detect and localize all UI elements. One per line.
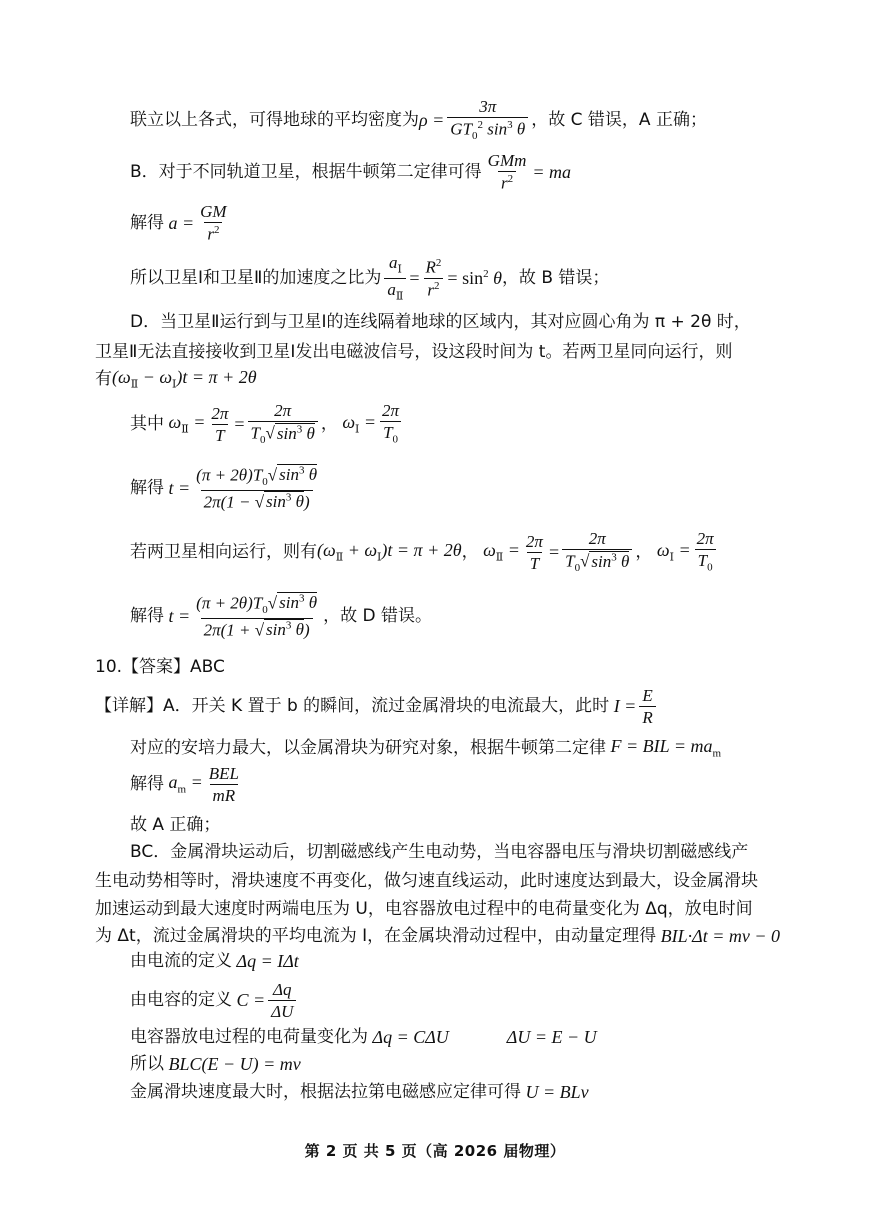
formula-gm-r2: $\frac{GM}{r^2}$ [200, 202, 227, 244]
formula-momentum: BIL·Δt = mv − 0 [656, 926, 780, 946]
formula-omega-sum: $(\omega_Ⅱ + \omega_Ⅰ)t = \pi + 2\theta$ [317, 539, 462, 564]
formula-a: a = [164, 213, 195, 233]
line-bc-3: 加速运动到最大速度时两端电压为 U，电容器放电过程中的电荷量变化为 Δq，放电时间 [95, 898, 753, 919]
formula-omega1: $\frac{2\pi}{T_0}$ [382, 401, 400, 446]
line-t-opposite: 解得 t = $\frac{(\pi + 2\theta)T_0√ \sin^3 \theta}{2\pi(1 + √ \sin^3 \theta)}$ ，故 D 错误。 [130, 592, 432, 640]
text-line3-pre: 解得 [130, 212, 164, 233]
formula-ma: = ma [532, 162, 572, 182]
line-ampere-force: 对应的安培力最大，以金属滑块为研究对象，根据牛顿第二定律 F = BIL = $ma_m$ [130, 735, 722, 760]
line-capacitance-def: 由电容的定义 C = $\frac{\Delta q}{\Delta U}$ [130, 978, 299, 1022]
line-detail-a: 【详解】A．开关 K 置于 b 的瞬间，流过金属滑块的电流最大，此时 I = $\frac{E}{R}$ [95, 684, 659, 728]
line-density [130, 96, 707, 143]
formula-am: BEL mR [208, 763, 239, 805]
line-d-signal: 卫星Ⅱ无法直接接收到卫星Ⅰ发出电磁波信号，设这段时间为 t。若两卫星同向运行，则 [95, 341, 733, 362]
text-line1-pre: 联立以上各式，可得地球的平均密度为 [130, 109, 419, 130]
line-faraday: 金属滑块速度最大时，根据法拉第电磁感应定律可得 U = BLv [130, 1081, 589, 1102]
formula-rho: ρ = [419, 110, 445, 130]
formula-force: F = BIL = $ma_m$ [606, 735, 722, 760]
line-b-newton [130, 152, 571, 192]
line-omega-def: 其中 $\omega_Ⅱ$ = $\frac{2\pi}{T}$ = $\frac{2\pi}{T_0√ \sin^3 \theta}$ ， $\omega_Ⅰ$ = $\frac{2\pi}{T_0}$ [130, 400, 405, 448]
formula-r2-ratio: $\frac{R^2}{r^2}$ [425, 256, 442, 300]
line-d-intro: D．当卫星Ⅱ运行到与卫星Ⅰ的连线隔着地球的区域内，其对应圆心角为 π + 2θ 时， [130, 311, 751, 332]
line-momentum: 为 Δt，流过金属滑块的平均电流为 I，在金属块滑动过程中，由动量定理得 BIL·Δt = mv − 0 [95, 925, 780, 946]
formula-density-fraction: $\frac{3\pi}{GT_0^2 \sin^3 \theta}$ [447, 98, 528, 142]
formula-dq: Δq = IΔt [232, 951, 299, 971]
formula-t-same: $\frac{(\pi + 2\theta)T_0√ \sin^3 \theta}{2\pi(1 - √ \sin^3 \theta)}$ [196, 464, 318, 512]
page-footer: 第 2 页 共 5 页（高 2026 届物理） [304, 1142, 566, 1160]
line-am-result: 解得 $a_m$ = BEL mR [130, 762, 245, 806]
formula-sin2: = $\sin^2 \theta$ [447, 268, 502, 288]
line-a-correct: 故 A 正确； [130, 814, 221, 835]
line-acc-ratio: 所以卫星Ⅰ和卫星Ⅱ的加速度之比为 $\frac{a_Ⅰ}{a_Ⅱ}$ = $\frac{R^2}{r^2}$ = $\sin^2 \theta$ ，故 B 错误； [130, 253, 610, 302]
line-blc: 所以 BLC(E − U) = mv [130, 1053, 301, 1074]
line-opposite-direction: 若两卫星相向运行，则有 $(\omega_Ⅱ + \omega_Ⅰ)t = \pi + 2\theta$ ， $\omega_Ⅱ$ = $\frac{2\pi}{T}$ = $\frac{2\pi}{T_0√ \sin^3 \theta}$ ， $\omega_Ⅰ$ = $\frac{2\pi}{T_0}$ [130, 528, 714, 575]
formula-blc: BLC(E − U) = mv [164, 1054, 301, 1074]
text-line2-pre: B．对于不同轨道卫星，根据牛顿第二定律可得 [130, 161, 482, 182]
line-bc-1: BC．金属滑块运动后，切割磁感线产生电动势，当电容器电压与滑块切割磁感线产 [130, 841, 749, 862]
line-bc-2: 生电动势相等时，滑块速度不再变化，做匀速直线运动，此时速度达到最大，设金属滑块 [95, 870, 758, 891]
formula-current: $\frac{E}{R}$ [639, 687, 655, 726]
text-line4-pre: 所以卫星Ⅰ和卫星Ⅱ的加速度之比为 [130, 267, 382, 288]
formula-a-ratio: $\frac{a_Ⅰ}{a_Ⅱ}$ [384, 254, 406, 302]
text-line4-post: ，故 B 错误； [501, 267, 610, 288]
formula-capacitance: $\frac{\Delta q}{\Delta U}$ [268, 981, 296, 1020]
formula-du: ΔU = E − U [506, 1027, 597, 1047]
formula-ublv: U = BLv [521, 1082, 589, 1102]
line-same-direction: 有 $(\omega_Ⅱ - \omega_Ⅰ)t = \pi + 2\theta$ [95, 366, 257, 391]
formula-cdu: Δq = CΔU [368, 1027, 449, 1047]
formula-gravity: GMm $r^2$ [487, 151, 527, 193]
line-t-same: 解得 t = $\frac{(\pi + 2\theta)T_0√ \sin^3 \theta}{2\pi(1 - √ \sin^3 \theta)}$ [130, 460, 323, 516]
line-a-result [130, 203, 233, 243]
question-10-answer: 10.【答案】ABC [95, 656, 225, 677]
formula-omega-diff: $(\omega_Ⅱ - \omega_Ⅰ)t = \pi + 2\theta$ [112, 366, 257, 391]
text-line1-post: ，故 C 错误，A 正确； [531, 109, 707, 130]
formula-t-opposite: $\frac{(\pi + 2\theta)T_0√ \sin^3 \theta}{2\pi(1 + √ \sin^3 \theta)}$ [196, 592, 318, 640]
line-current-def: 由电流的定义 Δq = IΔt [130, 950, 299, 971]
formula-omega2: $\frac{2\pi}{T_0√ \sin^3 \theta}$ [248, 402, 318, 446]
line-charge-change: 电容器放电过程的电荷量变化为 Δq = CΔU ΔU = E − U [130, 1026, 597, 1047]
